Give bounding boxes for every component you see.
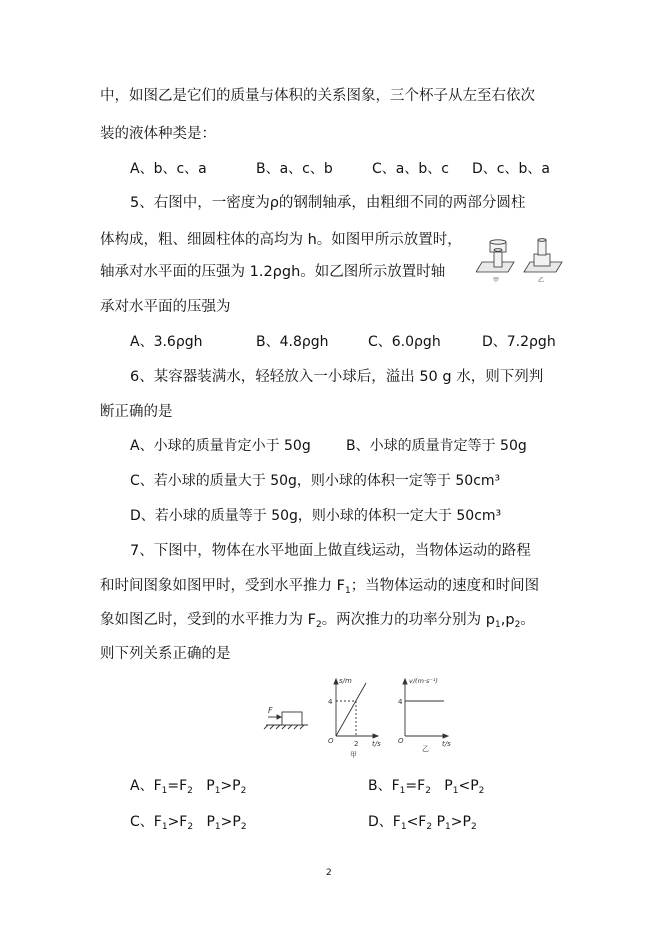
intro-option-d: D、c、b、a: [472, 161, 550, 177]
bearing-figure: [476, 228, 566, 286]
bearing-caption-jia: 甲: [493, 277, 500, 284]
q7-line-4: 则下列关系正确的是: [100, 646, 231, 662]
q5-option-d: D、7.2ρgh: [482, 334, 556, 350]
graph-jia: [334, 679, 378, 738]
page-number: 2: [326, 868, 332, 878]
q5-line-3: 轴承对水平面的压强为 1.2ρgh。如乙图所示放置时轴: [100, 264, 446, 280]
q5-line-1: 5、右图中，一密度为ρ的钢制轴承，由粗细不同的两部分圆柱: [130, 195, 526, 211]
q6-option-c: C、若小球的质量大于 50g，则小球的体积一定等于 50cm³: [130, 473, 501, 489]
q7-option-c: C、$F_1>F_2$ $P_1>P_2$: [130, 814, 247, 832]
bearing-yi: [524, 239, 562, 272]
q7-option-a: A、$F_1=F_2$ $P_1>P_2$: [130, 778, 247, 796]
q5-option-a: A、3.6ρgh: [130, 334, 203, 350]
q6-line-2: 断正确的是: [100, 404, 173, 420]
intro-option-c: C、a、b、c: [372, 161, 449, 177]
q6-option-d: D、若小球的质量等于 50g，则小球的体积一定大于 50cm³: [130, 508, 502, 524]
q5-option-b: B、4.8ρgh: [256, 334, 329, 350]
graph-yi: [403, 679, 448, 738]
q7-line-1: 7、下图中，物体在水平地面上做直线运动，当物体运动的路程: [130, 543, 531, 559]
q7-line-2: 和时间图象如图甲时，受到水平推力 $F_1$；当物体运动的速度和时间图: [100, 578, 540, 596]
intro-option-a: A、b、c、a: [130, 161, 207, 177]
graph-yi-origin: O: [398, 737, 404, 745]
graph-yi-caption: 乙: [422, 745, 429, 753]
intro-line-1: 中，如图乙是它们的质量与体积的关系图象，三个杯子从左至右依次: [100, 88, 535, 104]
bearing-caption-yi: 乙: [538, 277, 545, 284]
q5-line-2: 体构成，粗、细圆柱体的高均为 h。如图甲所示放置时，: [100, 232, 462, 248]
intro-line-2: 装的液体种类是：: [100, 126, 216, 142]
q6-option-b: B、小球的质量肯定等于 50g: [346, 438, 527, 454]
graph-jia-xlabel: t/s: [372, 740, 381, 748]
q7-line-3: 象如图乙时，受到的水平推力为 $F_2$。两次推力的功率分别为 $p_1,p_2$。: [100, 612, 535, 630]
q7-option-d: D、$F_1<F_2$ $P_1>P_2$: [368, 814, 477, 832]
graph-jia-ytick: 4: [328, 698, 333, 706]
q6-line-1: 6、某容器装满水，轻轻放入一小球后，溢出 50 g 水，则下列判: [130, 369, 544, 385]
q5-line-4: 承对水平面的压强为: [100, 299, 231, 315]
graph-jia-ylabel: s/m: [339, 677, 352, 685]
q5-option-c: C、6.0ρgh: [368, 334, 441, 350]
intro-option-b: B、a、c、b: [256, 161, 333, 177]
q7-option-b: B、$F_1=F_2$ $P_1<P_2$: [368, 778, 485, 796]
graph-jia-xtick: 2: [354, 740, 359, 748]
graph-jia-caption: 甲: [350, 751, 357, 759]
q7-figure: [262, 674, 458, 766]
force-label: F: [268, 706, 273, 715]
graph-yi-ylabel: v/(m·s⁻¹): [409, 677, 438, 685]
graph-jia-origin: O: [328, 737, 334, 745]
graph-yi-ytick: 4: [398, 698, 403, 706]
q6-option-a: A、小球的质量肯定小于 50g: [130, 438, 311, 454]
bearing-jia: [476, 240, 514, 272]
graph-yi-xlabel: t/s: [442, 740, 451, 748]
